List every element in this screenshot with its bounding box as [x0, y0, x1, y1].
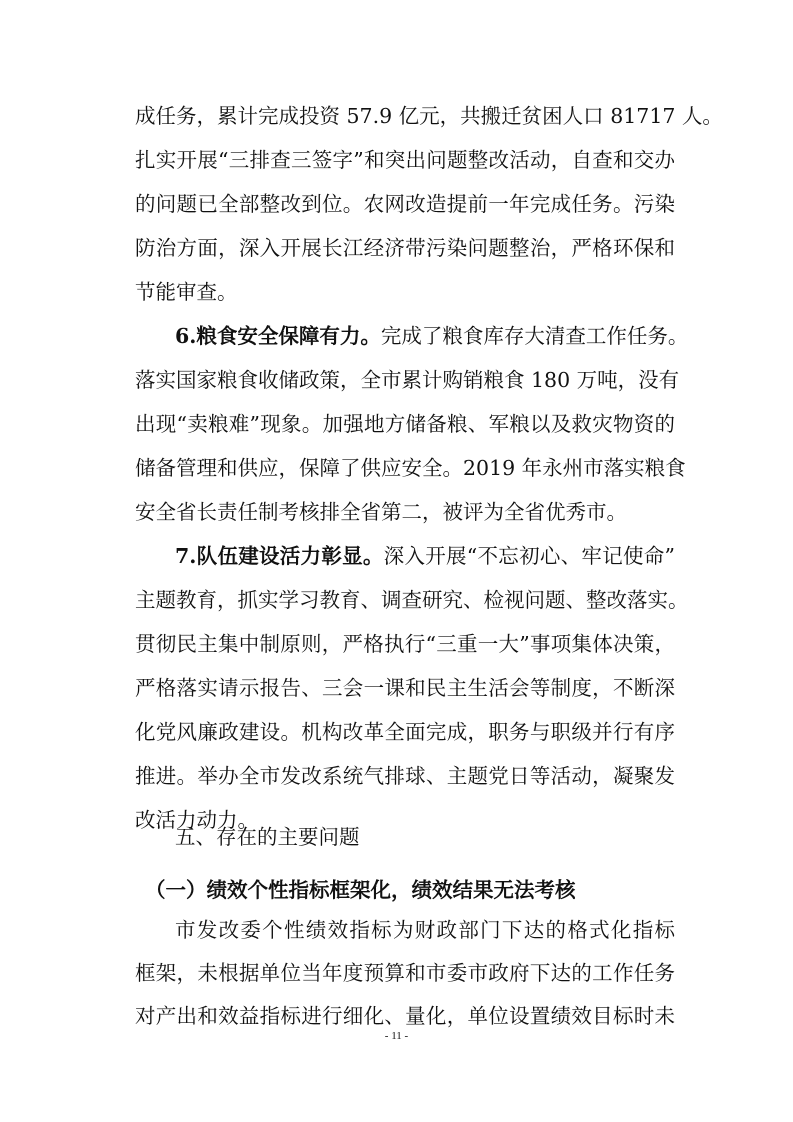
paragraph-line: 严格落实请示报告、三会一课和民主生活会等制度，不断深: [135, 676, 675, 700]
item-6-text: 完成了粮食库存大清查工作任务。: [380, 324, 689, 348]
paragraph-line: 储备管理和供应，保障了供应安全。2019 年永州市落实粮食: [135, 456, 686, 480]
item-6-first-line: [175, 323, 689, 349]
paragraph-line: 节能审查。: [135, 280, 238, 304]
paragraph-line: 防治方面，深入开展长江经济带污染问题整治，严格环保和: [135, 236, 675, 260]
paragraph-line: 贯彻民主集中制原则，严格执行“三重一大”事项集体决策，: [135, 632, 675, 656]
paragraph-line: 化党风廉政建设。机构改革全面完成，职务与职级并行有序: [135, 720, 675, 744]
paragraph-line: 安全省长责任制考核排全省第二，被评为全省优秀市。: [135, 500, 627, 524]
paragraph-line: 出现“卖粮难”现象。加强地方储备粮、军粮以及救灾物资的: [135, 412, 675, 436]
item-6-heading: 6.粮食安全保障有力。: [175, 324, 381, 348]
paragraph-line: 的问题已全部整改到位。农网改造提前一年完成任务。污染: [135, 192, 675, 216]
paragraph-line: 主题教育，抓实学习教育、调查研究、检视问题、整改落实。: [135, 588, 689, 612]
page-number: - 11 -: [384, 1030, 409, 1042]
section-heading: 五、存在的主要问题: [175, 825, 360, 849]
paragraph-line: 推进。举办全市发改系统气排球、主题党日等活动，凝聚发: [135, 764, 675, 788]
paragraph-line: 落实国家粮食收储政策，全市累计购销粮食 180 万吨，没有: [135, 368, 680, 392]
paragraph-line: 改活力动力。: [135, 808, 258, 832]
paragraph-line: 成任务，累计完成投资 57.9 亿元，共搬迁贫困人口 81717 人。: [135, 104, 723, 128]
paragraph-line: 对产出和效益指标进行细化、量化，单位设置绩效目标时未: [135, 1004, 675, 1028]
subsection-heading: （一）绩效个性指标框架化，绩效结果无法考核: [145, 878, 576, 902]
paragraph-line: 扎实开展“三排查三签字”和突出问题整改活动，自查和交办: [135, 148, 675, 172]
item-7-text: 深入开展“不忘初心、牢记使命”: [383, 544, 675, 568]
item-7-heading: 7.队伍建设活力彰显。: [175, 544, 384, 568]
paragraph-line: 框架，未根据单位当年度预算和市委市政府下达的工作任务: [135, 961, 675, 985]
item-7-first-line: [175, 543, 675, 569]
paragraph-line: 市发改委个性绩效指标为财政部门下达的格式化指标: [175, 918, 675, 942]
